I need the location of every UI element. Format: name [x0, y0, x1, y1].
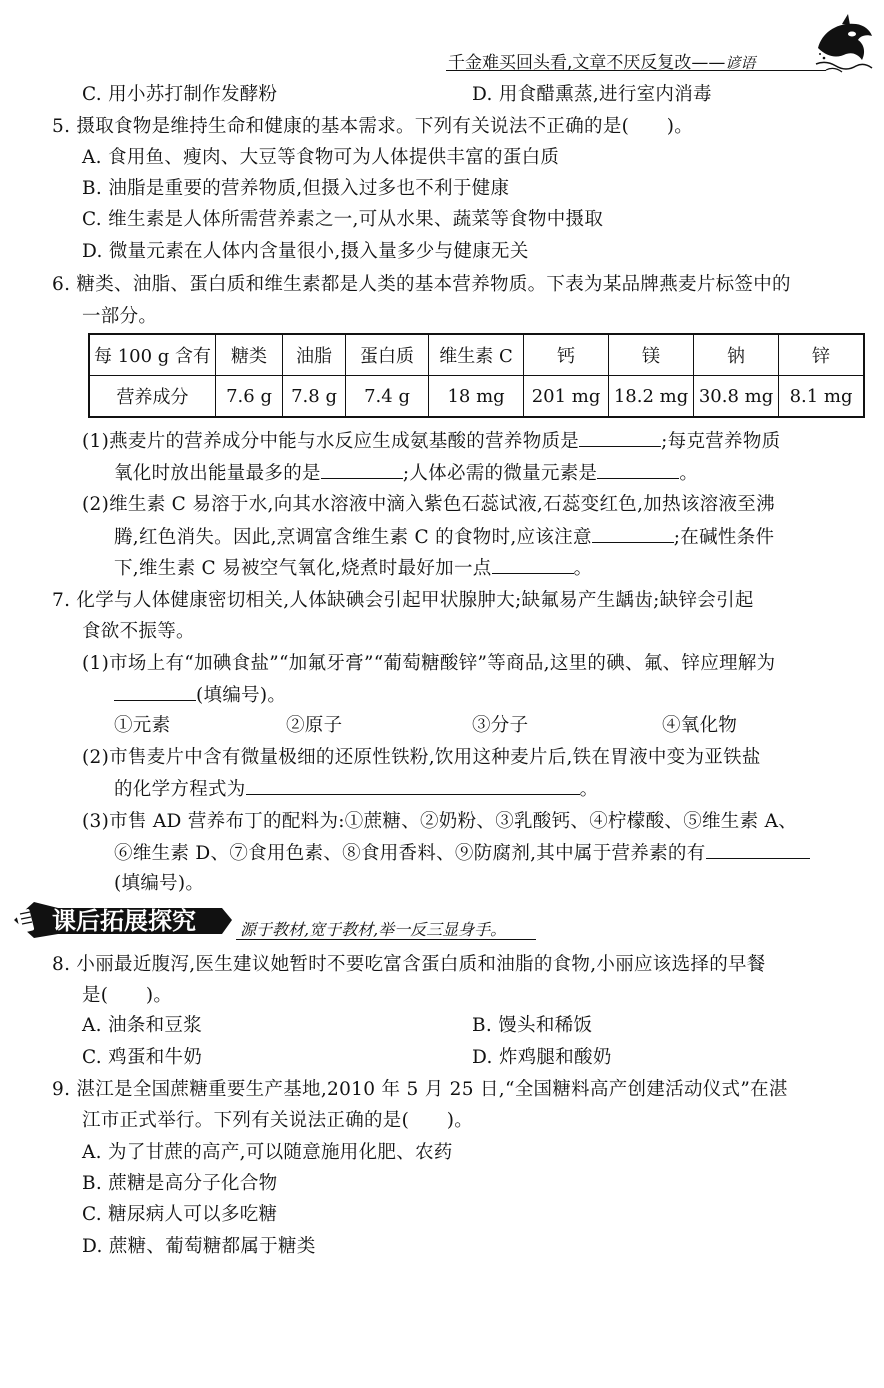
q5-option-d: D. 微量元素在人体内含量很小,摄入量多少与健康无关: [82, 241, 529, 262]
q7-part1-line2b: (填编号)。: [196, 685, 287, 706]
q6-part2-line3: [114, 555, 592, 582]
section-banner: [12, 900, 232, 940]
q7-part3-line2: [114, 840, 810, 867]
table-cell: 18 mg: [429, 376, 524, 418]
header-rule: [446, 70, 826, 71]
q4-option-c: C. 用小苏打制作发酵粉: [82, 84, 278, 105]
table-cell: 8.1 mg: [779, 376, 865, 418]
table-col-header: 镁: [609, 334, 694, 376]
section-title: 课后拓展探究: [52, 907, 196, 935]
q6-part2-line2b: ;在碱性条件: [673, 527, 775, 548]
table-cell: 7.4 g: [346, 376, 429, 418]
motto-text: 千金难买回头看,文章不厌反复改——: [448, 53, 726, 73]
q8-stem-line1: 8. 小丽最近腹泻,医生建议她暂时不要吃富含蛋白质和油脂的食物,小丽应该选择的早餐: [52, 954, 766, 975]
section-caption-rule: [236, 939, 536, 940]
answer-blank[interactable]: [706, 840, 810, 859]
table-col-header: 蛋白质: [346, 334, 429, 376]
table-cell: 30.8 mg: [694, 376, 779, 418]
orca-whale-icon: [812, 14, 874, 78]
q7-part2-line2b: 。: [579, 779, 599, 800]
q5-option-c: C. 维生素是人体所需营养素之一,可从水果、蔬菜等食物中摄取: [82, 209, 604, 230]
answer-blank[interactable]: [597, 460, 679, 479]
q6-part2-line2a: 腾,红色消失。因此,烹调富含维生素 C 的食物时,应该注意: [114, 527, 592, 548]
q5-stem: 5. 摄取食物是维持生命和健康的基本需求。下列有关说法不正确的是( )。: [52, 116, 694, 137]
q8-option-d: D. 炸鸡腿和酸奶: [472, 1047, 612, 1068]
table-col-header: 钠: [694, 334, 779, 376]
q4-option-d: D. 用食醋熏蒸,进行室内消毒: [472, 84, 712, 105]
answer-blank[interactable]: [592, 524, 674, 543]
q9-stem-line2: 江市正式举行。下列有关说法正确的是( )。: [82, 1110, 474, 1131]
q8-option-a: A. 油条和豆浆: [82, 1015, 203, 1036]
q5-option-a: A. 食用鱼、瘦肉、大豆等食物可为人体提供丰富的蛋白质: [82, 147, 560, 168]
nutrition-table: [88, 333, 865, 418]
q6-stem-line1: 6. 糖类、油脂、蛋白质和维生素都是人类的基本营养物质。下表为某品牌燕麦片标签中的: [52, 274, 791, 295]
q6-part1-line2c: 。: [679, 463, 699, 484]
q6-part2-line3a: 下,维生素 C 易被空气氧化,烧煮时最好加一点: [114, 558, 492, 579]
q6-part1-line1: [82, 428, 780, 455]
q7-stem-line1: 7. 化学与人体健康密切相关,人体缺碘会引起甲状腺肿大;缺氟易产生龋齿;缺锌会引起: [52, 590, 754, 611]
table-col-header: 钙: [524, 334, 609, 376]
table-cell: 7.8 g: [283, 376, 346, 418]
table-cell: 7.6 g: [216, 376, 283, 418]
table-cell: 18.2 mg: [609, 376, 694, 418]
q7-part2-line2: [114, 776, 598, 803]
answer-blank[interactable]: [579, 428, 661, 447]
q7-part2-line1: (2)市售麦片中含有微量极细的还原性铁粉,饮用这种麦片后,铁在胃液中变为亚铁盐: [82, 747, 761, 768]
table-col-header: 维生素 C: [429, 334, 524, 376]
q7-choice-2: ②原子: [286, 715, 343, 736]
table-col-header: 锌: [779, 334, 865, 376]
q7-stem-line2: 食欲不振等。: [82, 621, 195, 642]
q6-part1-line2: [114, 460, 698, 487]
row-header-line1: 每 100 g 含有: [89, 334, 216, 376]
motto-source: 谚语: [725, 54, 756, 72]
q7-choice-3: ③分子: [472, 715, 529, 736]
q6-part2-line3b: 。: [573, 558, 593, 579]
q6-part2-line1: (2)维生素 C 易溶于水,向其水溶液中滴入紫色石蕊试液,石蕊变红色,加热该溶液至沸: [82, 494, 775, 515]
q6-part1-line2a: 氧化时放出能量最多的是: [114, 463, 321, 484]
q9-option-a: A. 为了甘蔗的高产,可以随意施用化肥、农药: [82, 1142, 453, 1163]
section-caption: 源于教材,宽于教材,举一反三显身手。: [240, 920, 507, 939]
q7-choice-4: ④氧化物: [662, 715, 738, 736]
q8-option-b: B. 馒头和稀饭: [472, 1015, 593, 1036]
q7-part3-line2a: ⑥维生素 D、⑦食用色素、⑧食用香料、⑨防腐剂,其中属于营养素的有: [114, 843, 706, 864]
q6-stem-line2: 一部分。: [82, 306, 158, 327]
table-row: [89, 334, 864, 376]
q8-option-c: C. 鸡蛋和牛奶: [82, 1047, 203, 1068]
answer-blank[interactable]: [321, 460, 403, 479]
table-col-header: 油脂: [283, 334, 346, 376]
q6-part1-line1a: (1)燕麦片的营养成分中能与水反应生成氨基酸的营养物质是: [82, 431, 580, 452]
q7-part1-line2: [114, 682, 286, 709]
q5-option-b: B. 油脂是重要的营养物质,但摄入过多也不利于健康: [82, 178, 510, 199]
q6-part1-line2b: ;人体必需的微量元素是: [402, 463, 598, 484]
q7-part1-line1: (1)市场上有“加碘食盐”“加氟牙膏”“葡萄糖酸锌”等商品,这里的碘、氟、锌应理解为: [82, 653, 776, 674]
q9-option-c: C. 糖尿病人可以多吃糖: [82, 1204, 278, 1225]
row-header-line2: 营养成分: [89, 376, 216, 418]
answer-blank[interactable]: [492, 555, 574, 574]
answer-blank[interactable]: [246, 776, 580, 795]
q7-part2-line2a: 的化学方程式为: [114, 779, 246, 800]
q7-part3-line3: (填编号)。: [114, 873, 205, 894]
q9-stem-line1: 9. 湛江是全国蔗糖重要生产基地,2010 年 5 月 25 日,“全国糖料高产创建活动仪式”在湛: [52, 1079, 788, 1100]
q8-stem-line2: 是( )。: [82, 985, 173, 1006]
q7-part3-line1: (3)市售 AD 营养布丁的配料为:①蔗糖、②奶粉、③乳酸钙、④柠檬酸、⑤维生素 A、: [82, 811, 798, 832]
q6-part2-line2: [114, 524, 774, 551]
q9-option-d: D. 蔗糖、葡萄糖都属于糖类: [82, 1236, 316, 1257]
q9-option-b: B. 蔗糖是高分子化合物: [82, 1173, 278, 1194]
table-col-header: 糖类: [216, 334, 283, 376]
answer-blank[interactable]: [114, 682, 196, 701]
table-row: [89, 376, 864, 418]
table-cell: 201 mg: [524, 376, 609, 418]
q7-choice-1: ①元素: [114, 715, 171, 736]
q6-part1-line1b: ;每克营养物质: [661, 431, 781, 452]
